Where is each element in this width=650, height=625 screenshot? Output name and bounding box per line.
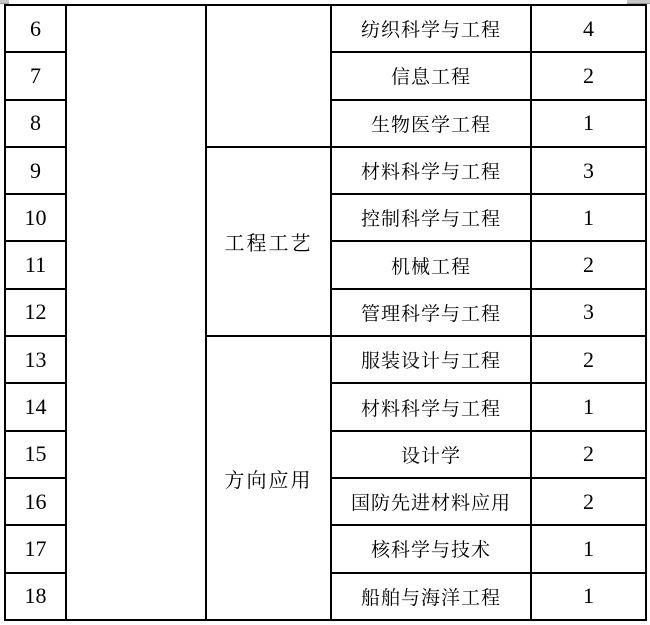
count-cell: 1	[531, 383, 646, 430]
count-cell: 2	[531, 241, 646, 288]
category-cell-empty	[206, 5, 331, 147]
count-cell: 1	[531, 194, 646, 241]
row-number-cell: 12	[5, 289, 66, 336]
row-number-cell: 18	[5, 573, 66, 620]
row-number-cell: 11	[5, 241, 66, 288]
major-cell: 机械工程	[331, 241, 531, 288]
count-cell: 2	[531, 478, 646, 525]
major-cell: 生物医学工程	[331, 100, 531, 147]
row-number-cell: 8	[5, 100, 66, 147]
major-cell: 核科学与技术	[331, 525, 531, 572]
admission-majors-table	[4, 4, 647, 621]
row-number-cell: 17	[5, 525, 66, 572]
category-cell-direction-application: 方向应用	[206, 336, 331, 620]
row-number-cell: 10	[5, 194, 66, 241]
blank-merged-cell	[66, 5, 206, 620]
row-number-cell: 16	[5, 478, 66, 525]
row-number-cell: 9	[5, 147, 66, 194]
major-cell: 设计学	[331, 431, 531, 478]
count-cell: 4	[531, 5, 646, 52]
major-cell: 信息工程	[331, 52, 531, 99]
row-number-cell: 7	[5, 52, 66, 99]
major-cell: 纺织科学与工程	[331, 5, 531, 52]
row-number-cell: 13	[5, 336, 66, 383]
count-cell: 1	[531, 525, 646, 572]
count-cell: 3	[531, 147, 646, 194]
table-row	[5, 5, 646, 52]
major-cell: 材料科学与工程	[331, 383, 531, 430]
count-cell: 2	[531, 431, 646, 478]
count-cell: 2	[531, 52, 646, 99]
major-cell: 管理科学与工程	[331, 289, 531, 336]
row-number-cell: 6	[5, 5, 66, 52]
major-cell: 国防先进材料应用	[331, 478, 531, 525]
count-cell: 3	[531, 289, 646, 336]
major-cell: 服装设计与工程	[331, 336, 531, 383]
count-cell: 1	[531, 100, 646, 147]
major-cell: 控制科学与工程	[331, 194, 531, 241]
count-cell: 1	[531, 573, 646, 620]
major-cell: 材料科学与工程	[331, 147, 531, 194]
category-cell-engineering-craft: 工程工艺	[206, 147, 331, 336]
count-cell: 2	[531, 336, 646, 383]
row-number-cell: 15	[5, 431, 66, 478]
row-number-cell: 14	[5, 383, 66, 430]
major-cell: 船舶与海洋工程	[331, 573, 531, 620]
